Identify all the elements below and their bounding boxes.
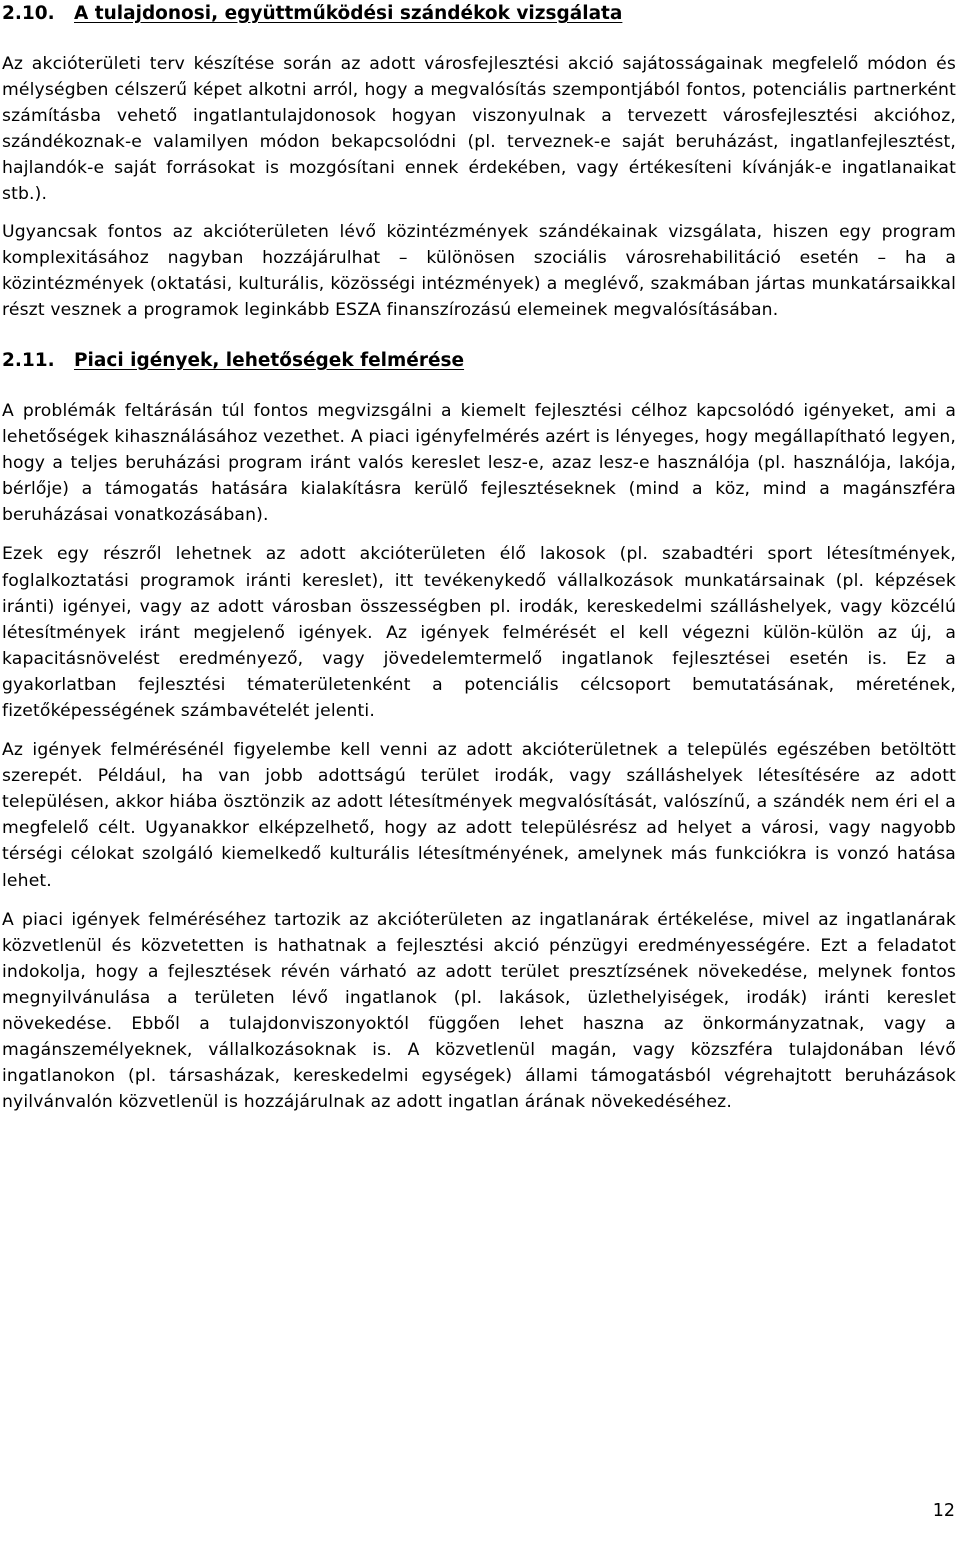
paragraph: Ugyancsak fontos az akcióterületen lévő közintézmények szándékainak vizsgálata, hiszen egy program komplexitásához nagyban hozzájárulhat – különösen szociális városrehabilitáció esetén – ha a közintézmények (oktatási, kulturális, közösségi intézmények) a meglévő, szakmában jártas munkatársaikkal részt vesznek a programok leginkább ESZA finanszírozású elemeinek megvalósításában. [2, 221, 956, 320]
section-title: Piaci igények, lehetőségek felmérése [74, 349, 465, 371]
section-number: 2.10. [2, 3, 55, 24]
section-heading-2-10 [2, 1, 956, 27]
page-number: 12 [932, 1501, 955, 1521]
paragraph: Ezek egy részről lehetnek az adott akcióterületen élő lakosok (pl. szabadtéri sport létesítmények, foglalkoztatási programok iránti kereslet), itt tevékenykedő vállalkozások munkatársainak (pl. képzések iránti) igényei, vagy az adott városban összességben pl. irodák, kereskedelmi szálláshelyek, vagy közcélú létesítmények iránt megjelenő igények. Az igények felmérését el kell végezni külön-külön az új, a kapacitásnövelést eredményező, vagy jövedelemtermelő ingatlanok fejlesztései esetén is. Ez a gyakorlatban fejlesztési tématerületenként a potenciális célcsoport bemutatásának, méretének, fizetőképességének számbavételét jelenti. [2, 544, 956, 721]
section-title: A tulajdonosi, együttműködési szándékok vizsgálata [74, 3, 623, 24]
paragraph: Az akcióterületi terv készítése során az adott városfejlesztési akció sajátosságainak megfelelő módon és mélységben célszerű képet alkotni arról, hogy a megvalósítás szempontjából fontos, potenciális partnerként számításba vehető ingatlantulajdonosok hogyan viszonyulnak a tervezett városfejlesztési akcióhoz, szándékoznak-e valamilyen módon bekapcsolódni (pl. terveznek-e saját beruházást, ingatlanfejlesztést, hajlandók-e saját forrásokat is mozgósítani ennek érdekében, vagy értékesíteni kívánják-e ingatlanaikat stb.). [2, 54, 956, 205]
page-content [2, 0, 956, 1115]
paragraph: Az igények felmérésénél figyelembe kell venni az adott akcióterületnek a település egészében betöltött szerepét. Például, ha van jobb adottságú terület irodák, vagy szálláshelyek létesítésére az adott településen, akkor hiába ösztönzik az adott létesítmények megvalósítását, valószínű, a szándék nem éri el a megfelelő célt. Ugyanakkor elképzelhető, hogy az adott településrész ad helyet a városi, vagy nagyobb térségi célokat szolgáló kiemelkedő kulturális létesítményének, amelynek más funkciókra is vonzó hatása lehet. [2, 740, 956, 891]
section-heading-2-11 [2, 348, 956, 374]
section-number: 2.11. [2, 349, 55, 371]
paragraph: A piaci igények felméréséhez tartozik az akcióterületen az ingatlanárak értékelése, mivel az ingatlanárak közvetlenül és közvetetten is hathatnak a fejlesztési akció pénzügyi eredményességére. Ezt a feladatot indokolja, hogy a fejlesztések révén várható az adott terület presztízsének növekedése, melynek fontos megnyilvánulása a területen lévő ingatlanok (pl. lakások, üzlethelyiségek, irodák) iránti kereslet növekedése. Ebből a tulajdonviszonyoktól függően lehet haszna az önkormányzatnak, vagy a magánszemélyeknek, vállalkozásoknak is. A közvetlenül magán, vagy közszféra tulajdonában lévő ingatlanokon (pl. társasházak, kereskedelmi egységek) állami támogatásból végrehajtott beruházások nyilvánvalón közvetlenül is hozzájárulnak az adott ingatlan árának növekedéséhez. [2, 909, 956, 1113]
paragraph: A problémák feltárásán túl fontos megvizsgálni a kiemelt fejlesztési célhoz kapcsolódó igényeket, ami a lehetőségek kihasználásához vezethet. A piaci igényfelmérés azért is lényeges, hogy megállapítható legyen, hogy a teljes beruházási program iránt valós kereslet lesz-e, azaz lesz-e használója (pl. használója, lakója, bérlője) a támogatás hatására kialakításra kerülő fejlesztéseknek (mind a köz, mind a magánszféra beruházásai vonatkozásában). [2, 400, 956, 526]
